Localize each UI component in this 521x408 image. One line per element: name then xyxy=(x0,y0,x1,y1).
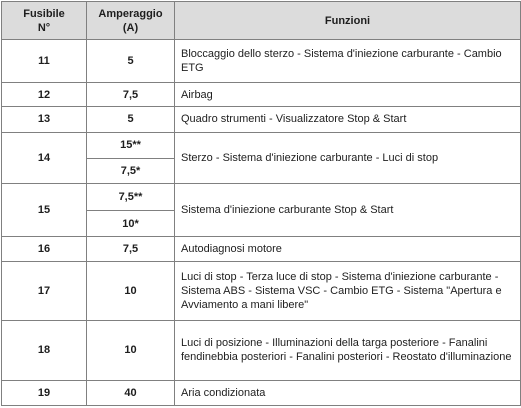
amperage-cell: 7,5 xyxy=(87,236,175,261)
table-row xyxy=(2,132,521,158)
header-fuse-text: Fusibile N° xyxy=(23,7,65,34)
fuse-number-cell: 15 xyxy=(2,184,87,237)
header-amp-text: Amperaggio (A) xyxy=(98,7,163,34)
fuse-number-cell: 19 xyxy=(2,380,87,405)
header-amperage xyxy=(87,2,175,40)
function-cell: Sistema d'iniezione carburante Stop & Start xyxy=(175,184,521,237)
header-functions xyxy=(175,2,521,40)
fuse-number-cell: 17 xyxy=(2,261,87,320)
table-row xyxy=(2,40,521,83)
table-row xyxy=(2,83,521,107)
amperage-cell: 15** xyxy=(87,132,175,158)
table-row xyxy=(2,236,521,261)
fuse-number-cell: 14 xyxy=(2,132,87,184)
amperage-cell: 10 xyxy=(87,261,175,320)
table-row xyxy=(2,184,521,211)
amperage-cell: 7,5* xyxy=(87,158,175,183)
fuse-number-cell: 13 xyxy=(2,107,87,132)
fuse-number-cell: 11 xyxy=(2,40,87,83)
function-cell: Sterzo - Sistema d'iniezione carburante - Luci di stop xyxy=(175,132,521,184)
function-cell: Luci di posizione - Illuminazioni della targa posteriore - Fanalini fendinebbia posteriori - Fanalini posteriori - Reostato d'illuminazione xyxy=(175,320,521,380)
function-cell: Aria condizionata xyxy=(175,380,521,405)
amperage-cell: 5 xyxy=(87,40,175,83)
function-cell: Luci di stop - Terza luce di stop - Sistema d'iniezione carburante - Sistema ABS - Sistema VSC - Cambio ETG - Sistema "Apertura e Avviamento a mani libere" xyxy=(175,261,521,320)
header-func-text: Funzioni xyxy=(324,14,371,27)
table-row xyxy=(2,261,521,320)
table-row xyxy=(2,107,521,132)
fuse-number-cell: 16 xyxy=(2,236,87,261)
function-cell: Airbag xyxy=(175,83,521,107)
header-fuse-number xyxy=(2,2,87,40)
amperage-cell: 7,5 xyxy=(87,83,175,107)
amperage-cell: 40 xyxy=(87,380,175,405)
amperage-cell: 10* xyxy=(87,211,175,236)
table-header-row xyxy=(2,2,521,40)
function-cell: Quadro strumenti - Visualizzatore Stop & Start xyxy=(175,107,521,132)
table-row xyxy=(2,380,521,405)
fuse-number-cell: 12 xyxy=(2,83,87,107)
fuse-table xyxy=(1,1,521,406)
function-cell: Bloccaggio dello sterzo - Sistema d'iniezione carburante - Cambio ETG xyxy=(175,40,521,83)
amperage-cell: 7,5** xyxy=(87,184,175,211)
table-row xyxy=(2,320,521,380)
amperage-cell: 5 xyxy=(87,107,175,132)
fuse-number-cell: 18 xyxy=(2,320,87,380)
amperage-cell: 10 xyxy=(87,320,175,380)
function-cell: Autodiagnosi motore xyxy=(175,236,521,261)
